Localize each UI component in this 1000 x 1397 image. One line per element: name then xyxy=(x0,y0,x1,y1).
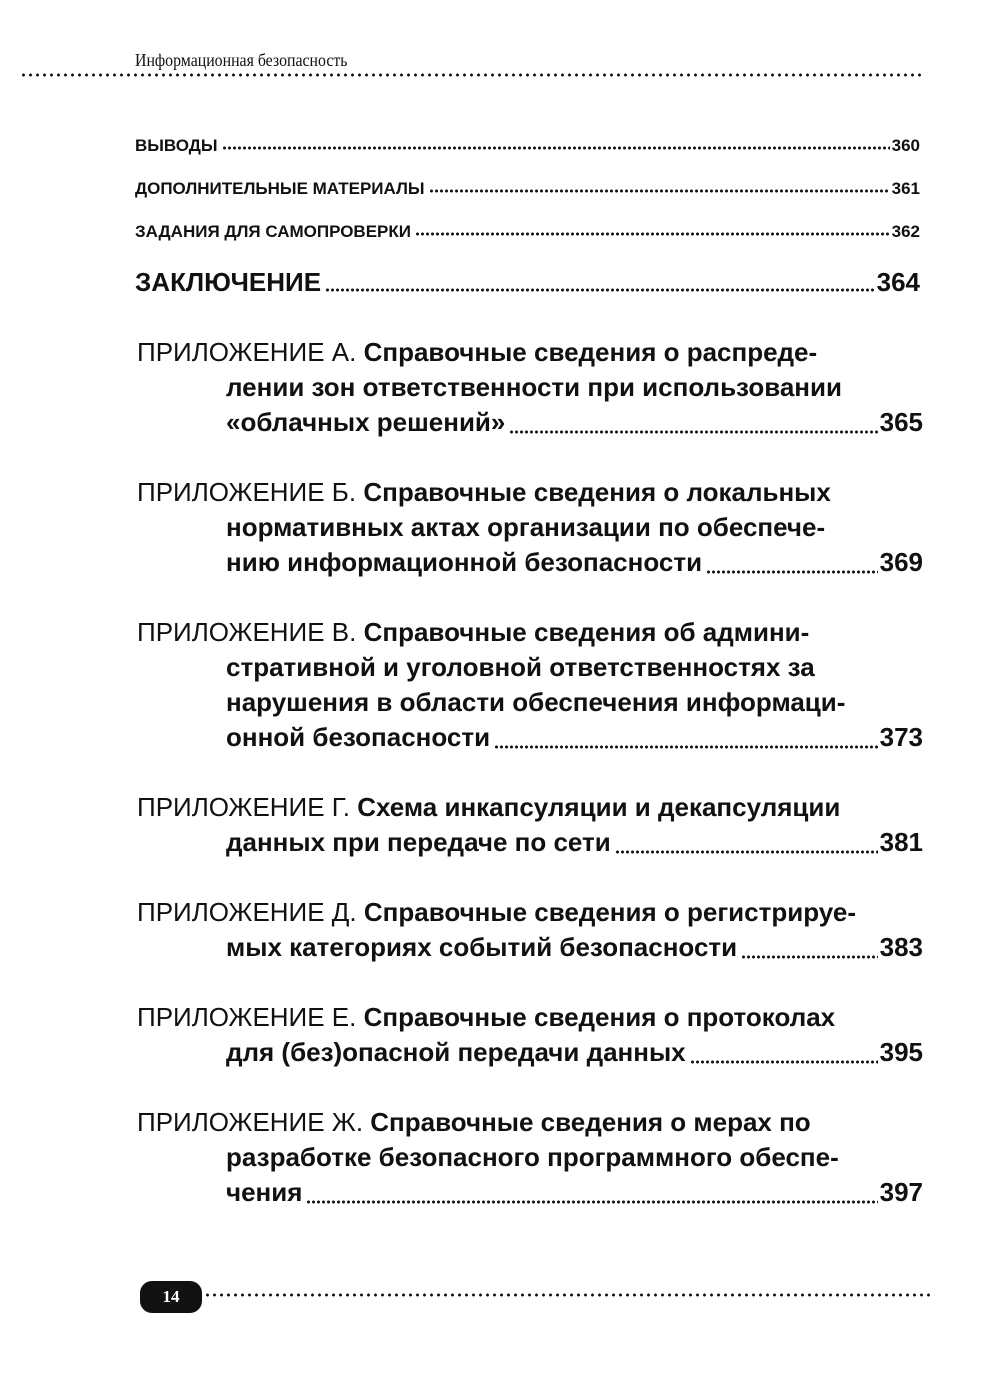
toc-appendix-entry xyxy=(137,895,923,965)
dot-leader xyxy=(706,569,878,575)
appendix-title-text: Справочные сведения о локальных xyxy=(363,477,831,507)
dot-leader xyxy=(325,287,875,293)
toc-entry-page: 364 xyxy=(876,267,920,297)
toc-conclusion xyxy=(135,262,920,298)
toc-entry-line xyxy=(137,475,923,510)
toc-entry-line xyxy=(137,405,923,440)
toc-entry-line xyxy=(137,720,923,755)
toc-entry-line xyxy=(137,685,923,720)
appendix-title-text: чения xyxy=(226,1177,303,1207)
appendix-title-text: Схема инкапсуляции и декапсуляции xyxy=(357,792,841,822)
appendix-label: ПРИЛОЖЕНИЕ В. xyxy=(137,617,357,647)
dot-leader xyxy=(509,429,877,435)
toc-entry-line xyxy=(137,895,923,930)
toc-entry-line xyxy=(137,1000,923,1035)
appendix-label: ПРИЛОЖЕНИЕ Д. xyxy=(137,897,357,927)
toc-entry-line xyxy=(137,335,923,370)
toc-appendix-entry xyxy=(137,615,923,755)
dot-leader xyxy=(415,231,890,237)
appendix-label: ПРИЛОЖЕНИЕ Г. xyxy=(137,792,350,822)
appendix-title-text: Справочные сведения об админи- xyxy=(363,617,810,647)
toc-entry xyxy=(135,199,920,242)
toc-entry-line xyxy=(137,1105,923,1140)
dot-leader xyxy=(306,1199,877,1205)
appendix-label: ПРИЛОЖЕНИЕ А. xyxy=(137,337,357,367)
toc-entry-page: 362 xyxy=(891,222,920,241)
toc-appendix-entry xyxy=(137,335,923,440)
appendix-title-text: Справочные сведения о протоколах xyxy=(363,1002,836,1032)
toc-entry-line xyxy=(137,545,923,580)
toc-entry-title: ЗАДАНИЯ ДЛЯ САМОПРОВЕРКИ xyxy=(135,222,411,241)
toc-entry-page: 383 xyxy=(879,932,923,962)
appendix-title-text: «облачных решений» xyxy=(226,407,506,437)
toc-entry-title: ВЫВОДЫ xyxy=(135,136,218,155)
toc-entry-page: 397 xyxy=(879,1177,923,1207)
dot-leader xyxy=(494,744,878,750)
appendix-title-text: нию информационной безопасности xyxy=(226,547,703,577)
appendix-title-text: мых категориях событий безопасности xyxy=(226,932,738,962)
toc-entry-page: 373 xyxy=(879,722,923,752)
toc-entry-line xyxy=(137,510,923,545)
toc-entry-line xyxy=(137,825,923,860)
header-dotted-rule xyxy=(20,73,925,77)
toc-entry xyxy=(135,113,920,156)
toc-entry-line xyxy=(137,1175,923,1210)
footer-dotted-rule xyxy=(204,1293,932,1297)
appendix-title-text: нормативных актах организации по обеспече- xyxy=(226,512,826,542)
toc-entry-page: 360 xyxy=(891,136,920,155)
toc-appendix-entry xyxy=(137,475,923,580)
toc-sections xyxy=(135,113,920,242)
appendix-title-text: Справочные сведения о распреде- xyxy=(363,337,818,367)
toc-entry-title: ДОПОЛНИТЕЛЬНЫЕ МАТЕРИАЛЫ xyxy=(135,179,425,198)
page-number-badge: 14 xyxy=(140,1281,202,1313)
toc-entry-line xyxy=(137,930,923,965)
appendix-title-text: онной безопасности xyxy=(226,722,491,752)
toc-appendix-entry xyxy=(137,1105,923,1210)
toc-entry-title: ЗАКЛЮЧЕНИЕ xyxy=(135,267,322,297)
toc-entry-line xyxy=(137,1140,923,1175)
appendix-title-text: стративной и уголовной ответственностях за xyxy=(226,652,815,682)
dot-leader xyxy=(615,849,878,855)
appendix-title-text: Справочные сведения о мерах по xyxy=(370,1107,811,1137)
toc-appendix-entry xyxy=(137,1000,923,1070)
toc-entry-line xyxy=(137,650,923,685)
appendix-title-text: Справочные сведения о регистрируе- xyxy=(363,897,856,927)
appendix-title-text: для (без)опасной передачи данных xyxy=(226,1037,686,1067)
dot-leader xyxy=(222,145,890,151)
toc-entry-page: 365 xyxy=(879,407,923,437)
appendix-title-text: лении зон ответственности при использовании xyxy=(226,372,842,402)
toc-entry-page: 369 xyxy=(879,547,923,577)
appendix-title-text: нарушения в области обеспечения информаци- xyxy=(226,687,846,717)
toc-entry-line xyxy=(137,370,923,405)
toc-entry-page: 361 xyxy=(891,179,920,198)
dot-leader xyxy=(429,188,890,194)
appendix-label: ПРИЛОЖЕНИЕ Ж. xyxy=(137,1107,364,1137)
toc-entry-line xyxy=(137,790,923,825)
toc-appendix-entry xyxy=(137,790,923,860)
appendix-title-text: разработке безопасного программного обеспе- xyxy=(226,1142,839,1172)
dot-leader xyxy=(741,954,877,960)
toc-entry-page: 395 xyxy=(879,1037,923,1067)
appendix-title-text: данных при передаче по сети xyxy=(226,827,611,857)
running-header-title: Информационная безопасность xyxy=(135,50,348,70)
toc-entry-line xyxy=(137,615,923,650)
appendix-label: ПРИЛОЖЕНИЕ Б. xyxy=(137,477,357,507)
toc-appendices xyxy=(137,335,923,1245)
toc-entry-page: 381 xyxy=(879,827,923,857)
appendix-label: ПРИЛОЖЕНИЕ Е. xyxy=(137,1002,357,1032)
toc-entry-line xyxy=(137,1035,923,1070)
dot-leader xyxy=(690,1059,878,1065)
toc-entry xyxy=(135,156,920,199)
